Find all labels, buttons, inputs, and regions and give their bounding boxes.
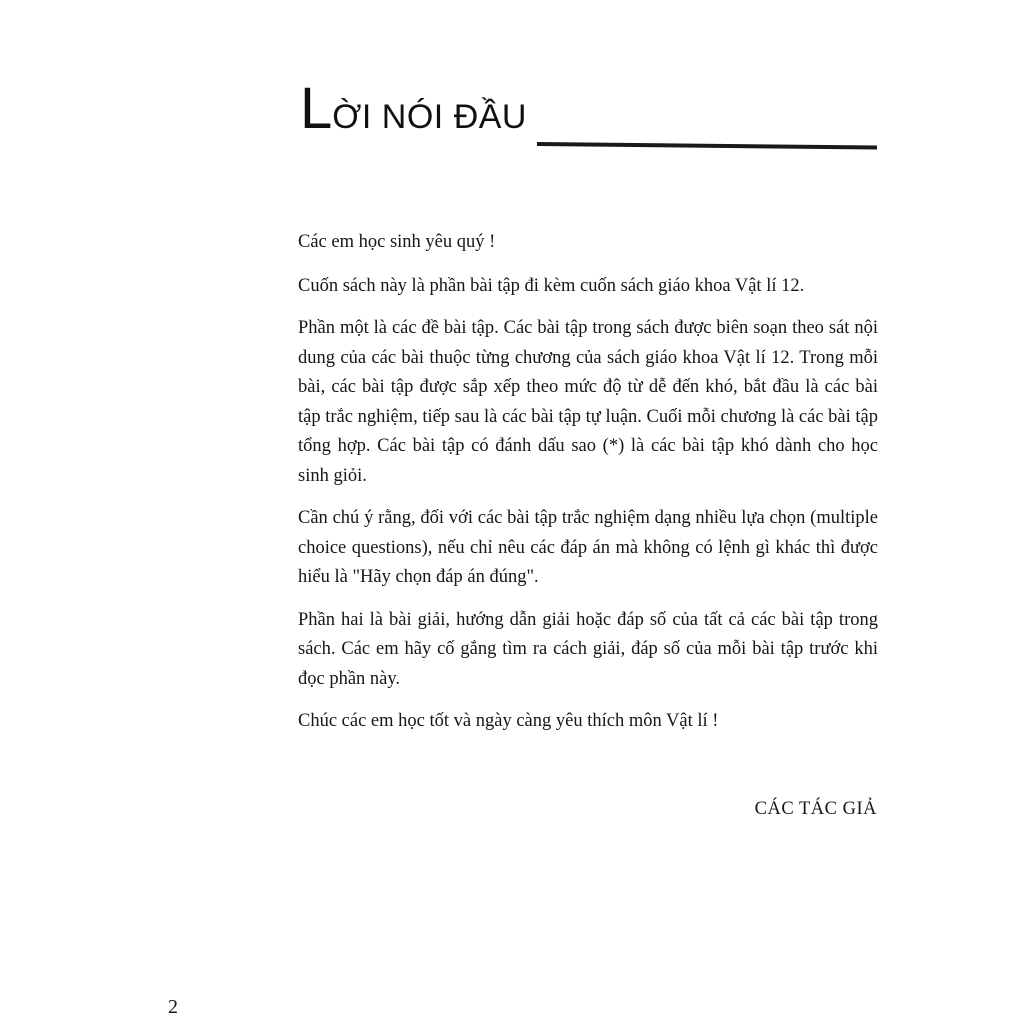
part-two-paragraph: Phần hai là bài giải, hướng dẫn giải hoặc đáp số của tất cả các bài tập trong sách. Các em hãy cố gắng tìm ra cách giải, đáp số của mỗi bài tập trước khi đọc phần này. bbox=[298, 609, 878, 689]
title-underline bbox=[537, 142, 877, 150]
preface-body bbox=[298, 228, 878, 750]
page-number: 2 bbox=[168, 996, 178, 1018]
closing-paragraph: Chúc các em học tốt và ngày càng yêu thích môn Vật lí ! bbox=[298, 711, 719, 731]
page-title bbox=[300, 76, 527, 141]
author-signature: CÁC TÁC GIẢ bbox=[754, 799, 877, 819]
greeting-paragraph: Các em học sinh yêu quý ! bbox=[298, 232, 496, 252]
note-paragraph: Cần chú ý rằng, đối với các bài tập trắc nghiệm dạng nhiều lựa chọn (multiple choice questions), nếu chỉ nêu các đáp án mà không có lệnh gì khác thì được hiểu là "Hãy chọn đáp án đúng". bbox=[298, 508, 878, 587]
title-initial: L bbox=[300, 76, 333, 141]
intro-paragraph: Cuốn sách này là phần bài tập đi kèm cuốn sách giáo khoa Vật lí 12. bbox=[298, 275, 805, 296]
part-one-paragraph: Phần một là các đề bài tập. Các bài tập trong sách được biên soạn theo sát nội dung của các bài thuộc từng chương của sách giáo khoa Vật lí 12. Trong mỗi bài, các bài tập được sắp xếp theo mức độ từ dễ đến khó, bắt đầu là các bài tập trắc nghiệm, tiếp sau là các bài tập tự luận. Cuối mỗi chương là các bài tập tổng hợp. Các bài tập có đánh dấu sao (*) là các bài tập khó dành cho học sinh giỏi. bbox=[298, 318, 879, 486]
title-text: ỜI NÓI ĐẦU bbox=[332, 98, 527, 136]
